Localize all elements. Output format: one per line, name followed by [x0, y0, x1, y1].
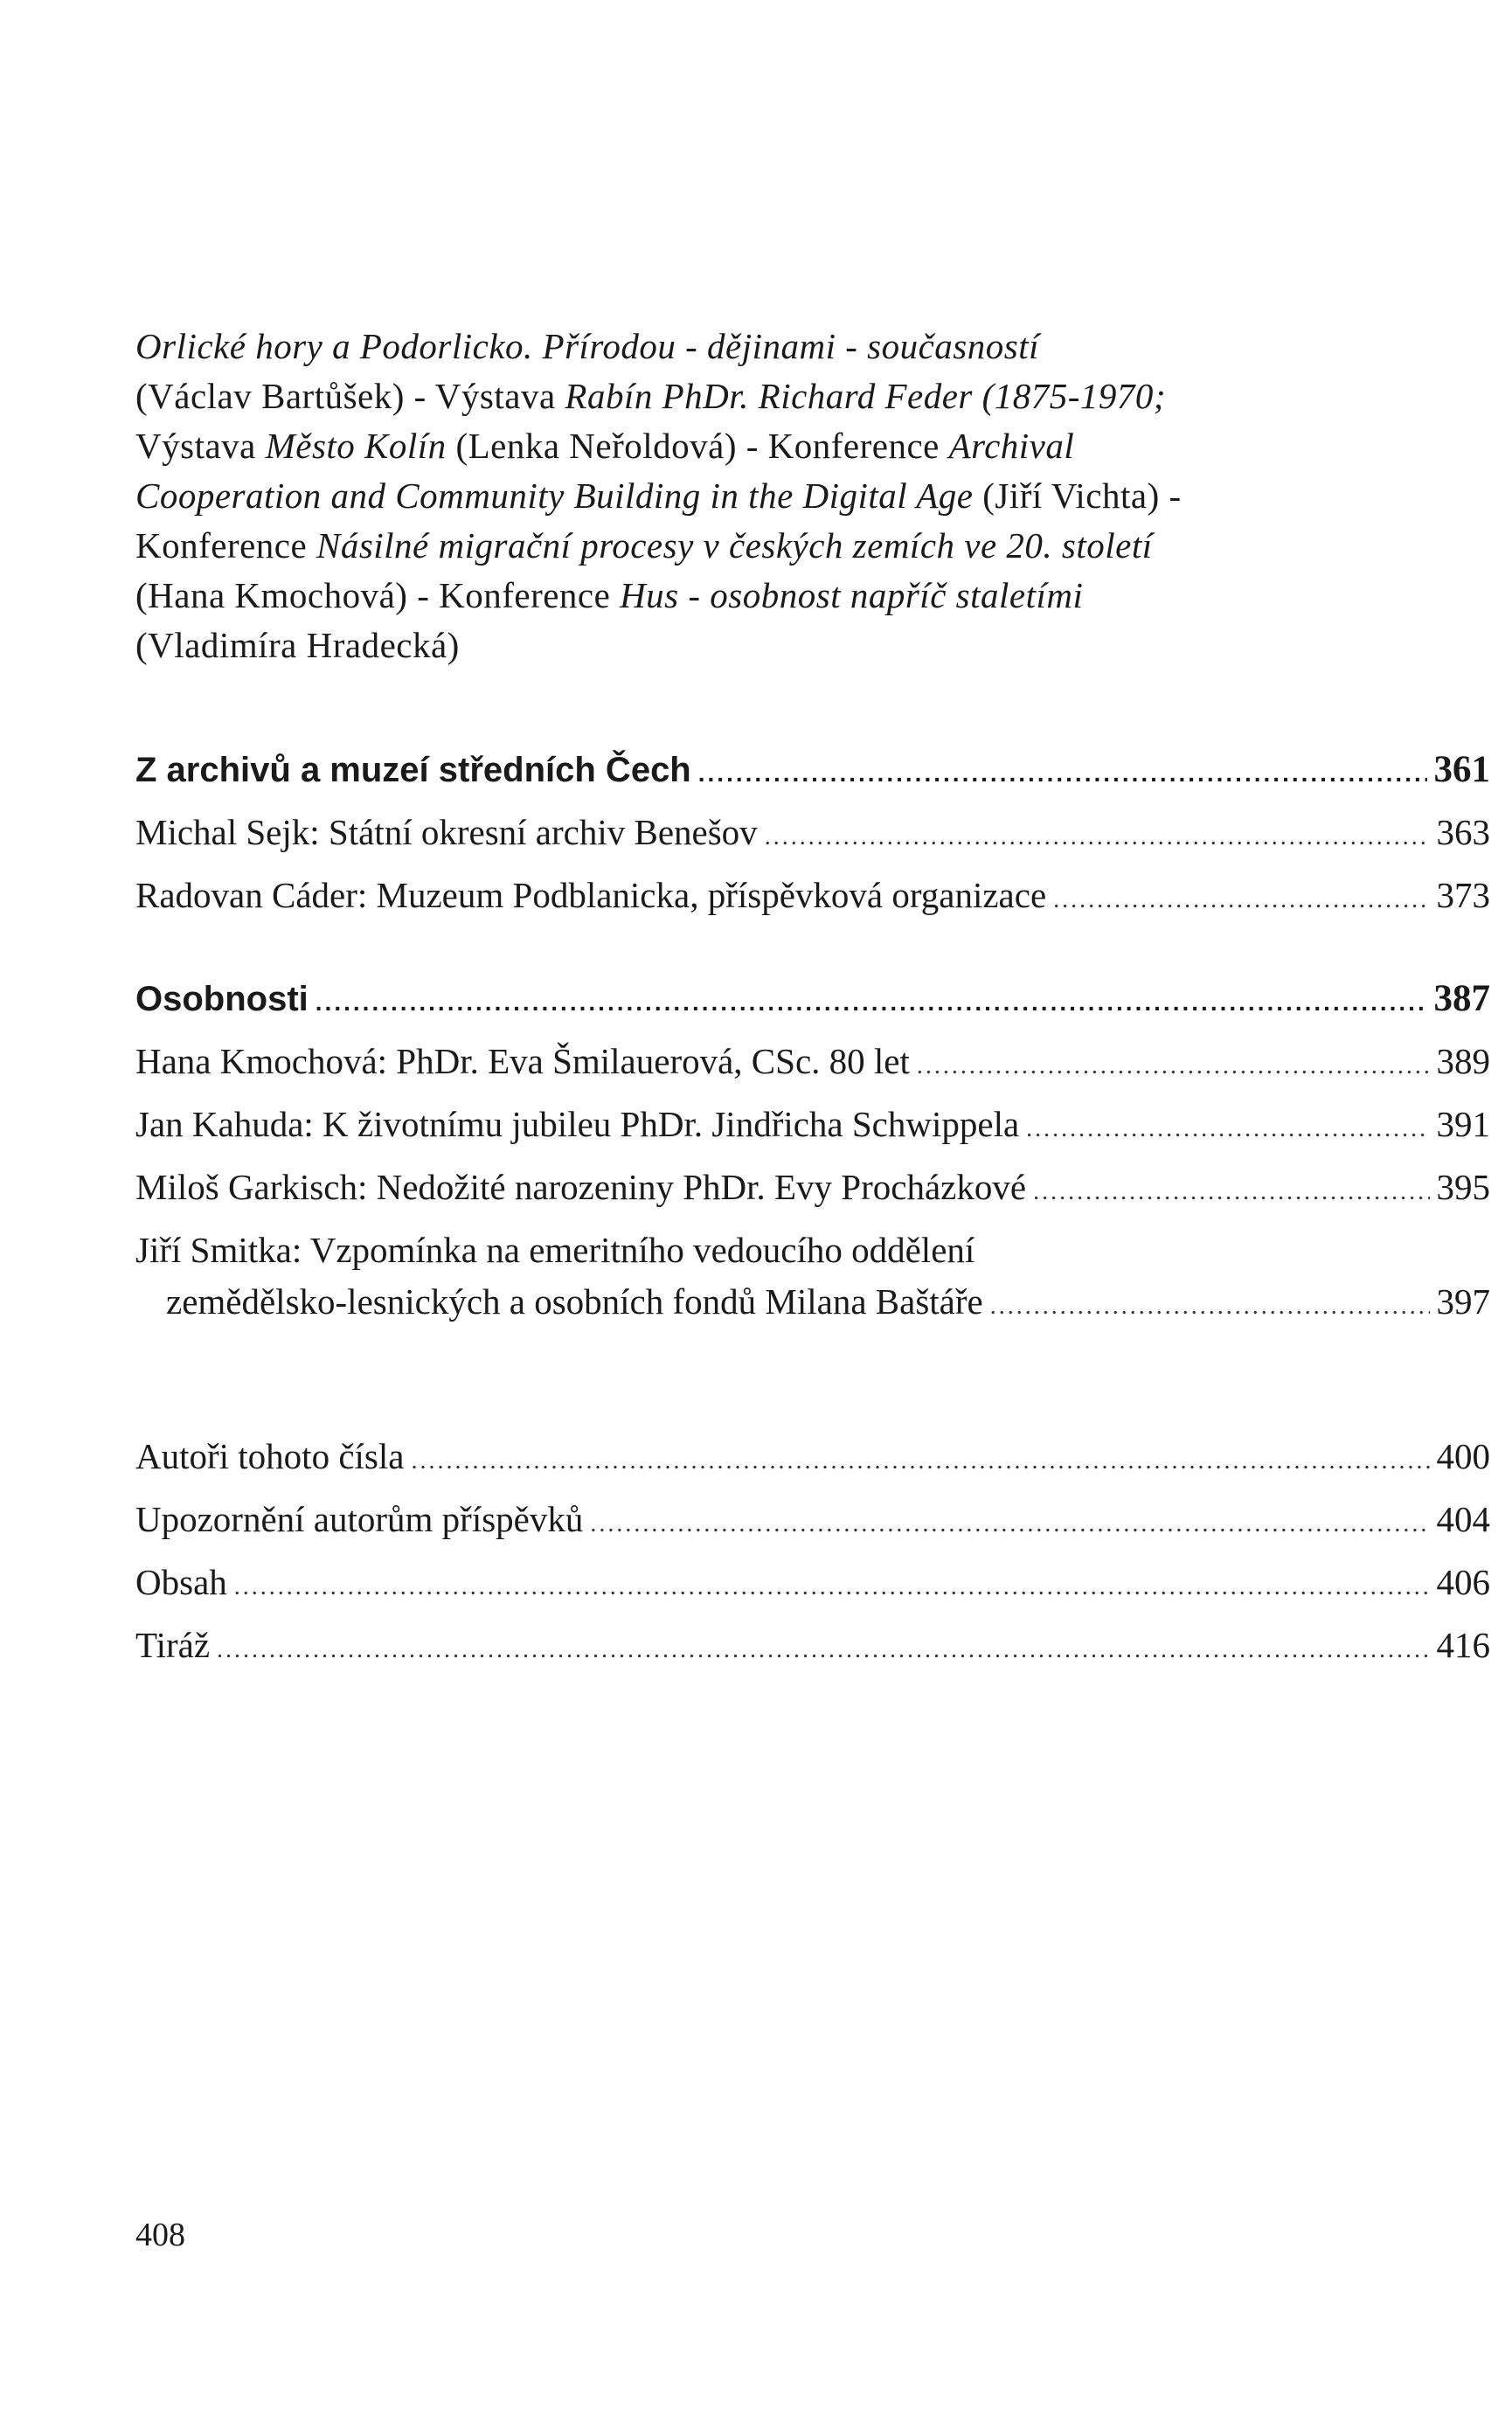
entry-title: Autoři tohoto čísla — [135, 1436, 405, 1476]
page-number: 397 — [1436, 1281, 1490, 1322]
leader-dots — [411, 1447, 1429, 1475]
toc-entry[interactable] — [135, 1498, 1490, 1540]
intro-line — [135, 571, 1481, 621]
page-number: 389 — [1436, 1041, 1490, 1081]
folio-page-number: 408 — [135, 2217, 185, 2253]
leader-dots — [990, 1293, 1430, 1321]
leader-dots — [590, 1510, 1429, 1538]
page-number: 391 — [1436, 1104, 1490, 1144]
page-number: 395 — [1436, 1167, 1490, 1207]
section-title: Osobnosti — [135, 980, 309, 1018]
leader-dots — [1033, 1178, 1429, 1206]
leader-dots — [765, 823, 1430, 851]
intro-text: (Lenka Neřoldová) - Konference — [446, 426, 949, 466]
intro-text: (Vladimíra Hradecká) — [135, 625, 460, 665]
toc-section-osobnosti[interactable] — [135, 977, 1490, 1020]
intro-line — [135, 471, 1481, 521]
leader-dots — [316, 989, 1427, 1017]
page-number: 400 — [1436, 1436, 1490, 1476]
entry-title: Miloš Garkisch: Nedožité narozeniny PhDr. Evy Procházkové — [135, 1167, 1027, 1207]
intro-text: Výstava — [135, 426, 266, 466]
intro-line — [135, 521, 1481, 571]
leader-dots — [1026, 1115, 1429, 1143]
intro-text: (Václav Bartůšek) - Výstava — [135, 376, 565, 416]
toc-entry-first-line[interactable]: Jiří Smitka: Vzpomínka na emeritního vedoucího oddělení — [135, 1230, 975, 1270]
entry-title: Radovan Cáder: Muzeum Podblanicka, příspěvková organizace — [135, 875, 1047, 915]
toc-entry[interactable] — [135, 1103, 1490, 1145]
page-number: 406 — [1436, 1562, 1490, 1602]
entry-title: zemědělsko-lesnických a osobních fondů Milana Baštáře — [166, 1281, 983, 1322]
entry-title: Michal Sejk: Státní okresní archiv Benešov — [135, 812, 758, 852]
leader-dots — [234, 1573, 1430, 1601]
page-number: 416 — [1436, 1625, 1490, 1665]
toc-entry[interactable] — [135, 811, 1490, 853]
section-title: Z archivů a muzeí středních Čech — [135, 751, 691, 789]
intro-italic-text: Orlické hory a Podorlicko. Přírodou - dějinami - současností — [135, 326, 1039, 366]
toc-entry[interactable] — [166, 1280, 1490, 1322]
toc-entry[interactable] — [135, 1435, 1490, 1477]
page-number: 363 — [1436, 812, 1490, 852]
toc-entry[interactable] — [135, 874, 1490, 916]
toc-entry[interactable] — [135, 1166, 1490, 1208]
toc-section-archivy[interactable] — [135, 748, 1490, 791]
leader-dots — [1053, 886, 1429, 914]
toc-entry[interactable] — [135, 1040, 1490, 1082]
page-number: 387 — [1433, 978, 1490, 1019]
entry-title: Hana Kmochová: PhDr. Eva Šmilauerová, CSc. 80 let — [135, 1041, 910, 1081]
leader-dots — [698, 760, 1427, 788]
page-number: 373 — [1436, 875, 1490, 915]
leader-dots — [917, 1052, 1430, 1080]
intro-italic-text: Hus - osobnost napříč staletími — [620, 575, 1084, 615]
intro-line — [135, 421, 1481, 471]
intro-text: Konference — [135, 525, 316, 566]
intro-paragraph — [135, 322, 1481, 670]
intro-line — [135, 621, 1481, 670]
entry-title: Jan Kahuda: K životnímu jubileu PhDr. Jindřicha Schwippela — [135, 1104, 1020, 1144]
intro-line — [135, 322, 1481, 371]
leader-dots — [217, 1636, 1429, 1664]
intro-text: (Hana Kmochová) - Konference — [135, 575, 621, 615]
toc-entry[interactable] — [135, 1624, 1490, 1666]
intro-italic-text: Archival — [948, 426, 1075, 466]
intro-italic-text: Rabín PhDr. Richard Feder (1875-1970; — [565, 376, 1167, 416]
entry-title: Obsah — [135, 1562, 227, 1602]
intro-line — [135, 371, 1481, 421]
intro-italic-text: Město Kolín — [265, 426, 447, 466]
entry-title: Tiráž — [135, 1625, 211, 1665]
intro-italic-text: Cooperation and Community Building in the Digital Age — [135, 475, 974, 516]
intro-text: (Jiří Vichta) - — [973, 475, 1182, 516]
toc-entry[interactable] — [135, 1561, 1490, 1603]
intro-italic-text: Násilné migrační procesy v českých zemích ve 20. století — [316, 525, 1153, 566]
page-number: 404 — [1436, 1499, 1490, 1539]
page-number: 361 — [1433, 749, 1490, 790]
entry-title: Upozornění autorům příspěvků — [135, 1499, 584, 1539]
